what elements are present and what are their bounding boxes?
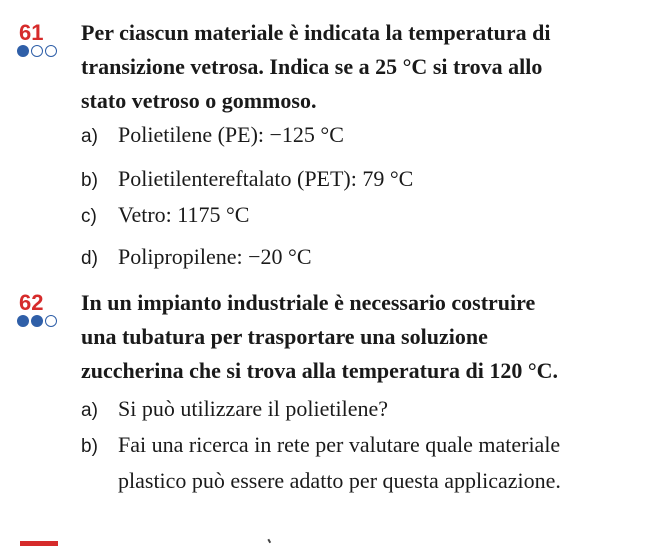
exercise-stem — [81, 286, 651, 388]
item-text: Polietilene (PE): −125 °C — [118, 122, 344, 147]
difficulty-dot-empty-icon — [31, 45, 43, 57]
sub-question-b — [81, 162, 656, 198]
sub-question-d — [81, 240, 656, 276]
stem-line: stato vetroso o gommoso. — [81, 88, 317, 113]
exercise-number: 62 — [19, 290, 44, 315]
sub-question-a — [81, 392, 656, 428]
item-text: Polipropilene: −20 °C — [118, 244, 312, 269]
difficulty-dot-empty-icon — [45, 315, 57, 327]
sub-question-c — [81, 198, 656, 234]
sub-question-b — [81, 428, 656, 498]
item-text: Polietilentereftalato (PET): 79 °C — [118, 166, 414, 191]
difficulty-indicator — [17, 315, 57, 327]
exercise-stem — [81, 16, 651, 118]
item-text: Si può utilizzare il polietilene? — [118, 396, 389, 421]
difficulty-dot-filled-icon — [17, 315, 29, 327]
stem-line: Per ciascun materiale è indicata la temperatura di — [81, 20, 551, 45]
item-letter: b) — [81, 170, 98, 191]
item-text: Vetro: 1175 °C — [118, 202, 250, 227]
item-text-continuation: plastico può essere adatto per questa applicazione. — [118, 468, 561, 493]
difficulty-indicator — [17, 45, 57, 57]
stem-line: In un impianto industriale è necessario costruire — [81, 290, 536, 315]
difficulty-dot-filled-icon — [17, 45, 29, 57]
item-letter: c) — [81, 206, 97, 227]
footer-accent-bar — [20, 541, 58, 546]
item-letter: a) — [81, 126, 98, 147]
exercise-number: 61 — [19, 20, 44, 45]
stem-line: zuccherina che si trova alla temperatura di 120 °C. — [81, 358, 559, 383]
stem-line: transizione vetrosa. Indica se a 25 °C si trova allo — [81, 54, 543, 79]
item-letter: b) — [81, 436, 98, 457]
item-letter: d) — [81, 248, 98, 269]
item-text: Fai una ricerca in rete per valutare quale materiale — [118, 432, 561, 457]
footer-glyph-fragment — [267, 537, 274, 543]
stem-line: una tubatura per trasportare una soluzione — [81, 324, 488, 349]
item-letter: a) — [81, 400, 98, 421]
sub-question-a — [81, 118, 656, 154]
difficulty-dot-empty-icon — [45, 45, 57, 57]
difficulty-dot-filled-icon — [31, 315, 43, 327]
